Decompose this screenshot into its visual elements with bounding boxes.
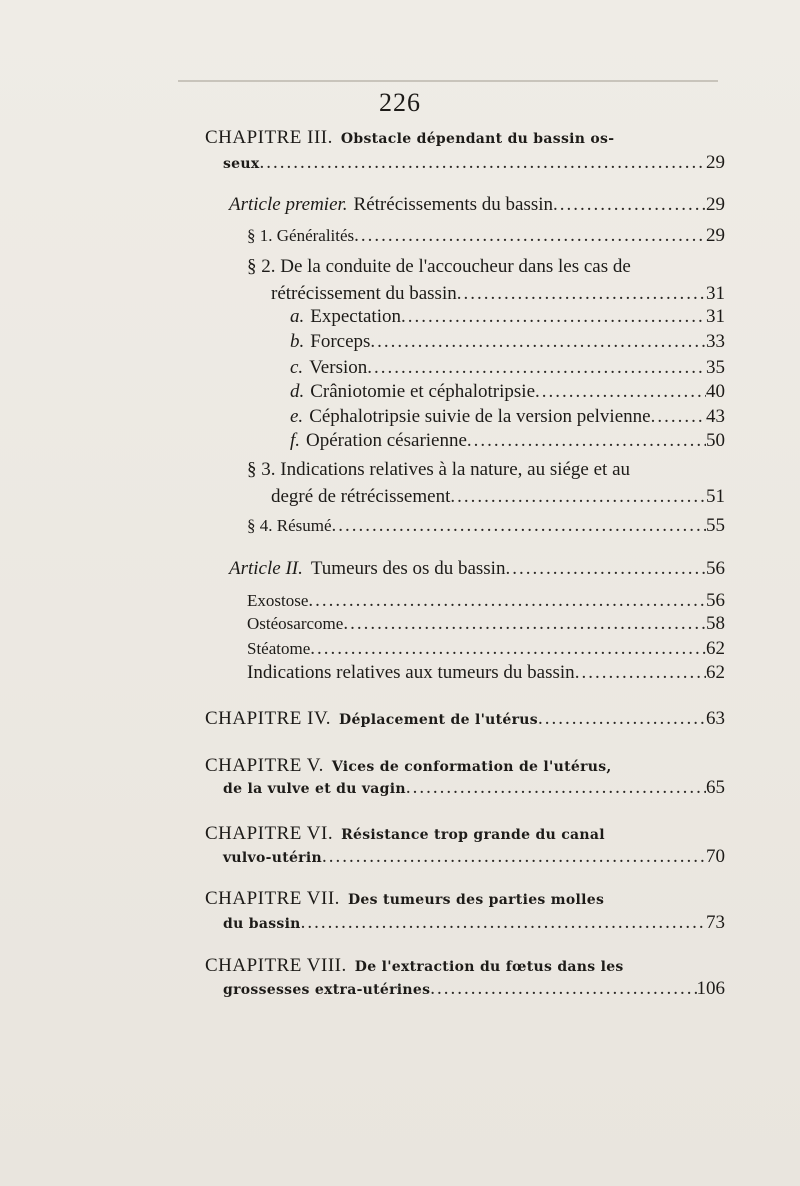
leader-dots (308, 590, 706, 612)
leader-dots (450, 486, 706, 508)
page-ref: 73 (706, 912, 725, 933)
chapter-label: CHAPITRE VII. (205, 888, 340, 909)
leader-dots (370, 331, 706, 353)
page-ref: 29 (706, 194, 725, 215)
item-letter: a. (290, 306, 305, 327)
toc-entry-ch3-line2 (0, 152, 725, 180)
toc-entry-section-3-line1 (0, 459, 725, 487)
leader-dots (322, 846, 706, 868)
chapter-title: Résistance trop grande du canal (341, 827, 605, 843)
toc-entry-ch7-line2 (0, 912, 725, 940)
article-label: Article premier. (229, 194, 348, 215)
page-ref: 43 (706, 406, 725, 427)
page-ref: 65 (706, 777, 725, 798)
page-ref: 63 (706, 708, 725, 729)
article-title: Tumeurs des os du bassin (310, 558, 506, 579)
toc-entry-osteosarcome (0, 613, 725, 641)
chapter-title-cont: vulvo-utérin (223, 850, 322, 866)
page-ref: 29 (706, 225, 725, 246)
chapter-label: CHAPITRE VIII. (205, 955, 347, 976)
item-letter: c. (290, 357, 304, 378)
item-title: Ostéosarcome (247, 614, 344, 633)
section-title-cont: rétrécissement du bassin (271, 283, 457, 304)
leader-dots (343, 613, 706, 635)
item-title: Version (309, 357, 368, 378)
section-title: § 1. Généralités (247, 226, 355, 245)
toc-entry-section-4 (0, 515, 725, 543)
leader-dots (535, 381, 706, 403)
chapter-label: CHAPITRE V. (205, 755, 324, 776)
toc-entry-section-1 (0, 225, 725, 253)
page-ref: 51 (706, 486, 725, 507)
page-ref: 56 (706, 558, 725, 579)
page-ref: 35 (706, 357, 725, 378)
chapter-title: Déplacement de l'utérus (339, 712, 538, 728)
item-title: Crâniotomie et céphalotripsie (310, 381, 536, 402)
article-label: Article II. (229, 558, 303, 579)
page-ref: 62 (706, 662, 725, 683)
leader-dots (505, 558, 706, 580)
item-title: Forceps (310, 331, 371, 352)
header-rule (178, 80, 718, 82)
toc-entry-f (0, 430, 725, 458)
chapter-title: De l'extraction du fœtus dans les (354, 959, 624, 975)
item-title: Exostose (247, 591, 309, 610)
chapter-title-cont: grossesses extra-utérines (223, 982, 431, 998)
page-ref: 56 (706, 590, 725, 611)
chapter-title-cont: du bassin (223, 916, 301, 932)
item-title: Stéatome (247, 639, 311, 658)
chapter-title: Obstacle dépendant du bassin os- (340, 131, 615, 147)
leader-dots (406, 777, 706, 799)
page-ref: 31 (706, 306, 725, 327)
item-title: Expectation (310, 306, 401, 327)
item-letter: b. (290, 331, 305, 352)
page-ref: 31 (706, 283, 725, 304)
chapter-label: CHAPITRE IV. (205, 708, 331, 729)
section-title: § 4. Résumé (247, 516, 332, 535)
chapter-title-cont: seux (223, 156, 260, 172)
page-ref: 33 (706, 331, 725, 352)
page-ref: 40 (706, 381, 725, 402)
toc-entry-indications (0, 662, 725, 690)
toc-entry-article-2 (0, 558, 725, 586)
leader-dots (467, 430, 706, 452)
leader-dots (301, 912, 706, 934)
page-ref: 70 (706, 846, 725, 867)
page-number: 226 (379, 88, 421, 117)
toc-entry-section-3-line2 (0, 486, 725, 514)
item-letter: f. (290, 430, 301, 451)
section-title: § 3. Indications relatives à la nature, au siége et au (247, 459, 631, 480)
leader-dots (401, 306, 706, 328)
leader-dots (310, 638, 706, 660)
leader-dots (651, 406, 706, 428)
toc-entry-a (0, 306, 725, 334)
toc-entry-ch3-line1 (0, 127, 725, 155)
toc-entry-article-premier (0, 194, 725, 222)
page-ref: 55 (706, 515, 725, 536)
chapter-title: Vices de conformation de l'utérus, (331, 759, 612, 775)
chapter-title-cont: de la vulve et du vagin (223, 781, 406, 797)
page-ref: 29 (706, 152, 725, 173)
toc-entry-ch8-line2 (0, 978, 725, 1006)
article-title: Rétrécissements du bassin (353, 194, 554, 215)
item-letter: d. (290, 381, 305, 402)
leader-dots (538, 708, 706, 730)
section-title-cont: degré de rétrécissement (271, 486, 451, 507)
toc-entry-ch6-line2 (0, 846, 725, 874)
page-ref: 50 (706, 430, 725, 451)
item-title: Indications relatives aux tumeurs du bassin (247, 662, 575, 683)
leader-dots (354, 225, 706, 247)
leader-dots (430, 978, 696, 1000)
toc-entry-ch4 (0, 708, 725, 736)
leader-dots (575, 662, 706, 684)
chapter-label: CHAPITRE VI. (205, 823, 334, 844)
leader-dots (553, 194, 706, 216)
toc-entry-ch5-line2 (0, 777, 725, 805)
item-title: Opération césarienne (306, 430, 467, 451)
page-ref: 58 (706, 613, 725, 634)
page-ref: 106 (696, 978, 725, 999)
page-ref: 62 (706, 638, 725, 659)
item-title: Céphalotripsie suivie de la version pelvienne (309, 406, 651, 427)
leader-dots (332, 515, 706, 537)
leader-dots (367, 357, 706, 379)
section-title: § 2. De la conduite de l'accoucheur dans les cas de (247, 256, 631, 277)
leader-dots (457, 283, 706, 305)
toc-entry-section-2-line1 (0, 256, 725, 284)
chapter-label: CHAPITRE III. (205, 127, 333, 148)
chapter-title: Des tumeurs des parties molles (347, 892, 605, 908)
toc-entry-b (0, 331, 725, 359)
toc-entry-d (0, 381, 725, 409)
leader-dots (260, 152, 706, 174)
item-letter: e. (290, 406, 304, 427)
